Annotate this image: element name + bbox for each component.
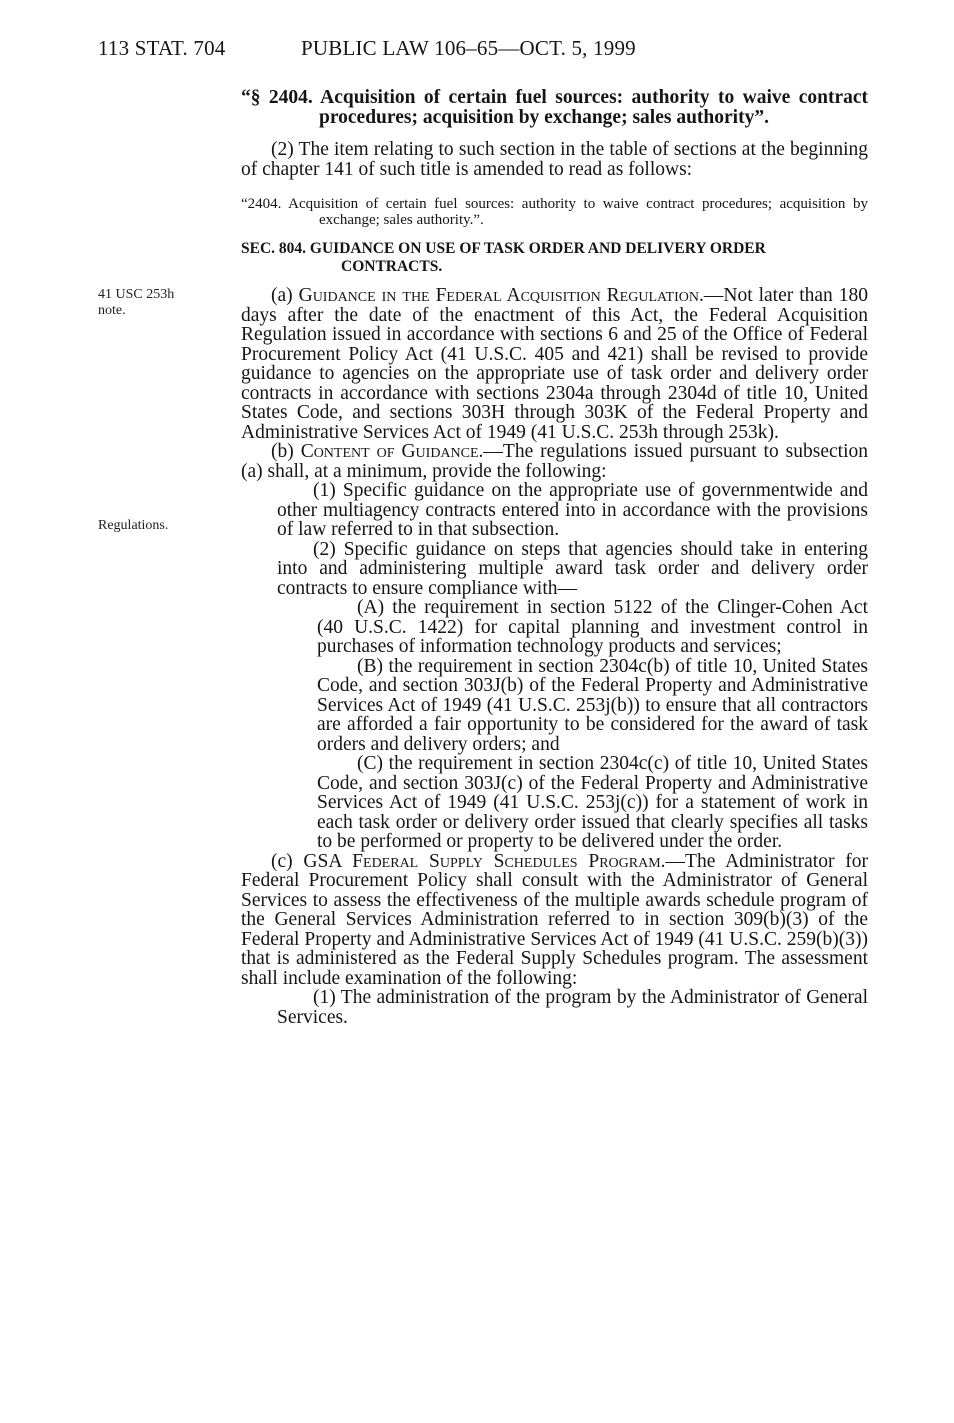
margin-note-note-line: note. (98, 303, 126, 318)
stat-page-number: 113 STAT. 704 (98, 36, 226, 60)
subsection-a-heading: Guidance in the Federal Acquisition Regulation (298, 285, 699, 306)
subparagraph-a: (A) the requirement in section 5122 of the Clinger-Cohen Act (40 U.S.C. 1422) for capital planning and investment control in purchases of information technology products and services; (317, 597, 868, 657)
section-804-number: SEC. 804. (241, 240, 307, 257)
subparagraph-b: (B) the requirement in section 2304c(b) of title 10, United States Code, and section 303J(b) of the Federal Property and Administrative Services Act of 1949 (41 U.S.C. 253j(b)) to ensure that all contractors are afforded a fair opportunity to be considered for the award of task orders and delivery orders; and (317, 655, 868, 755)
running-header (98, 36, 914, 66)
section-2404-title: “§ 2404. Acquisition of certain fuel sources: authority to waive contract procedures; acquisition by exchange; sales authority”. (241, 87, 868, 128)
subsection-b-paragraph-1: (1) Specific guidance on the appropriate use of governmentwide and other multiagency contracts entered into in accordance with the provisions of law referred to in that subsection. (277, 480, 868, 540)
paragraph-2: (2) The item relating to such section in the table of sections at the beginning of chapter 141 of such title is amended to read as follows: (241, 139, 868, 180)
subsection-b-text: .—The regulations issued pursuant to subsection (a) shall, at a minimum, provide the following: (241, 441, 868, 482)
table-of-sections-item: “2404. Acquisition of certain fuel sources: authority to waive contract procedures; acquisition by exchange; sales authority.”. (241, 196, 868, 228)
subsection-a (241, 286, 868, 442)
subsection-b-heading: Content of Guidance (300, 441, 479, 462)
subsection-b-lead: (b) (271, 441, 301, 462)
subsection-c (241, 852, 868, 989)
section-804-title: GUIDANCE ON USE OF TASK ORDER AND DELIVERY ORDER CONTRACTS. (309, 240, 766, 275)
subsection-c-heading: Federal Supply Schedules Program (352, 850, 661, 872)
subsection-b (241, 442, 868, 481)
public-law-citation: PUBLIC LAW 106–65—OCT. 5, 1999 (301, 36, 636, 60)
subsection-c-paragraph-1: (1) The administration of the program by the Administrator of General Services. (277, 987, 868, 1028)
section-804-heading (241, 240, 868, 276)
subsection-a-lead: (a) (271, 285, 299, 306)
subsection-a-text: .—Not later than 180 days after the date of the enactment of this Act, the Federal Acquisition Regulation issued in accordance with sections 6 and 25 of the Office of Federal Procurement Policy Act (41 U.S.C. 405 and 421) shall be revised to provide guidance to agencies on the appropriate use of task order and delivery order contracts in accordance with sections 2304a through 2304d of title 10, United States Code, and sections 303H through 303K of the Federal Property and Administrative Services Act of 1949 (41 U.S.C. 253h through 253k). (241, 285, 868, 443)
margin-note-usc-line: 41 USC 253h (98, 287, 175, 302)
subsection-c-text: .—The Administrator for Federal Procurement Policy shall consult with the Administrator of General Services to assess the effectiveness of the multiple awards schedule program of the General Services Administration referred to in section 309(b)(3) of the Federal Property and Administrative Services Act of 1949 (41 U.S.C. 259(b)(3)) that is administered as the Federal Supply Schedules program. The assessment shall include examination of the following: (241, 850, 868, 989)
margin-note-regulations: Regulations. (98, 518, 169, 533)
subparagraph-c: (C) the requirement in section 2304c(c) of title 10, United States Code, and section 303J(c) of the Federal Property and Administrative Services Act of 1949 (41 U.S.C. 253j(c)) for a statement of work in each task order or delivery order issued that clearly specifies all tasks to be performed or property to be delivered under the order. (317, 753, 868, 852)
subsection-b-paragraph-2: (2) Specific guidance on steps that agencies should take in entering into and administering multiple award task order and delivery order contracts to ensure compliance with— (277, 538, 868, 599)
margin-note-usc (98, 287, 174, 319)
document-body (241, 88, 868, 1027)
subsection-c-lead: (c) GSA (271, 850, 353, 872)
